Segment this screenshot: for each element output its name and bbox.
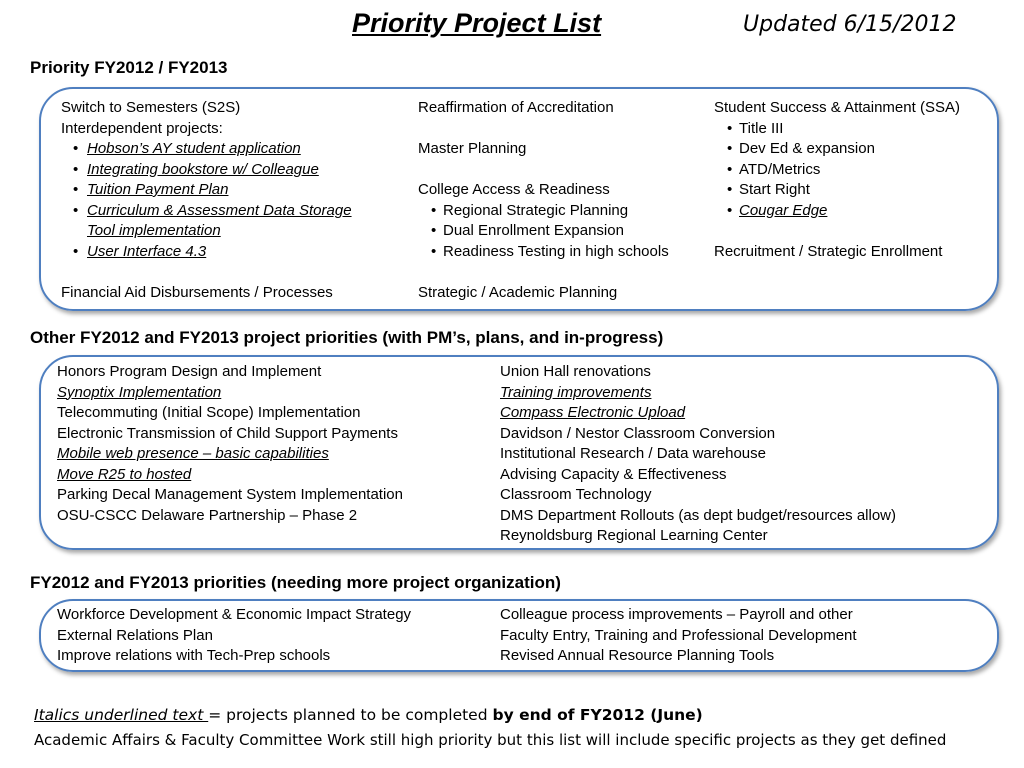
list-item: Improve relations with Tech-Prep schools	[57, 647, 331, 664]
ui-link: User Interface 4.3	[87, 242, 207, 260]
atd-metrics-item: • ATD/Metrics	[714, 160, 960, 181]
hobsons-link: Hobson’s AY student application	[87, 140, 301, 157]
bookstore-link: Integrating bookstore w/ Colleague	[87, 160, 319, 178]
master-planning-item: Master Planning	[418, 140, 527, 157]
dev-ed-item: • Dev Ed & expansion	[714, 139, 960, 160]
dual-enrollment-item: • Dual Enrollment Expansion	[418, 221, 669, 242]
list-item: Electronic Transmission of Child Support Payments	[57, 424, 398, 442]
sub-item-tuition	[61, 180, 352, 201]
sub-item-curriculum-cont	[61, 221, 352, 242]
list-item	[500, 383, 896, 404]
r25-link: Move R25 to hosted	[57, 465, 192, 483]
legend-key: Italics underlined text	[34, 706, 209, 724]
section2-left	[57, 362, 403, 526]
sub-item-ui	[61, 242, 352, 263]
college-access-item: College Access & Readiness	[418, 181, 610, 198]
footer-note: Academic Affairs & Faculty Committee Work still high priority but this list will include specific projects as they get defined	[34, 731, 947, 749]
curriculum-link-cont: Tool implementation	[87, 222, 221, 239]
synoptix-link: Synoptix Implementation	[57, 383, 222, 401]
list-item	[500, 403, 896, 424]
cougar-edge-item	[714, 201, 960, 222]
section1-col2	[418, 98, 669, 303]
section1-heading: Priority FY2012 / FY2013	[30, 58, 228, 77]
updated-date: Updated 6/15/2012	[743, 12, 957, 37]
strategic-academic-item: Strategic / Academic Planning	[418, 283, 618, 301]
list-item: Davidson / Nestor Classroom Conversion	[500, 424, 776, 442]
list-item: Faculty Entry, Training and Professional Development	[500, 626, 857, 644]
s2s-item: Switch to Semesters (S2S)	[61, 99, 241, 116]
spacer	[418, 160, 669, 181]
list-item: Reynoldsburg Regional Learning Center	[500, 527, 768, 544]
legend-bold: by end of FY2012 (June)	[492, 706, 703, 724]
readiness-testing-item: • Readiness Testing in high schools	[418, 242, 669, 263]
spacer	[61, 262, 352, 283]
spacer	[418, 262, 669, 283]
list-item	[57, 465, 403, 486]
sub-item-hobsons	[61, 139, 352, 160]
legend-line	[34, 706, 703, 724]
page-title: Priority Project List	[352, 8, 602, 38]
interdependent-label: Interdependent projects:	[61, 119, 223, 137]
spacer	[714, 221, 960, 242]
list-item: Colleague process improvements – Payroll and other	[500, 606, 853, 623]
start-right-item: • Start Right	[714, 180, 960, 201]
list-item: Parking Decal Management System Implementation	[57, 486, 403, 503]
section3-heading: FY2012 and FY2013 priorities (needing more project organization)	[30, 573, 561, 592]
section2-heading: Other FY2012 and FY2013 project priorities (with PM’s, plans, and in-progress)	[30, 328, 664, 347]
list-item: Classroom Technology	[500, 486, 652, 503]
section3-left	[57, 605, 411, 667]
list-item: Telecommuting (Initial Scope) Implementation	[57, 404, 361, 421]
mobile-web-link: Mobile web presence – basic capabilities	[57, 445, 329, 462]
sub-item-bookstore	[61, 160, 352, 181]
section1-col3	[714, 98, 960, 262]
list-item: Advising Capacity & Effectiveness	[500, 465, 727, 483]
recruitment-item: Recruitment / Strategic Enrollment	[714, 242, 943, 260]
list-item: Union Hall renovations	[500, 363, 651, 380]
list-item	[57, 383, 403, 404]
cougar-edge-link: Cougar Edge	[739, 201, 828, 219]
sub-item-curriculum	[61, 201, 352, 222]
spacer	[418, 119, 669, 140]
legend-text: = projects planned to be completed	[208, 706, 493, 724]
training-link: Training improvements	[500, 383, 652, 401]
title-iii-item: • Title III	[714, 119, 960, 140]
curriculum-link: Curriculum & Assessment Data Storage	[87, 201, 352, 219]
section1-col1	[61, 98, 352, 303]
list-item: External Relations Plan	[57, 626, 213, 644]
section3-right	[500, 605, 857, 667]
list-item: Institutional Research / Data warehouse	[500, 445, 766, 462]
list-item: Revised Annual Resource Planning Tools	[500, 647, 775, 664]
section2-right	[500, 362, 896, 547]
ssa-item: Student Success & Attainment (SSA)	[714, 99, 960, 116]
regional-strategic-item: • Regional Strategic Planning	[418, 201, 669, 222]
list-item: DMS Department Rollouts (as dept budget/resources allow)	[500, 506, 897, 524]
financial-aid-item: Financial Aid Disbursements / Processes	[61, 283, 333, 301]
accreditation-item: Reaffirmation of Accreditation	[418, 99, 614, 116]
list-item: Honors Program Design and Implement	[57, 363, 322, 380]
list-item	[57, 444, 403, 465]
compass-link: Compass Electronic Upload	[500, 404, 686, 421]
list-item: OSU-CSCC Delaware Partnership – Phase 2	[57, 506, 358, 524]
tuition-link: Tuition Payment Plan	[87, 181, 229, 198]
list-item: Workforce Development & Economic Impact Strategy	[57, 606, 412, 623]
